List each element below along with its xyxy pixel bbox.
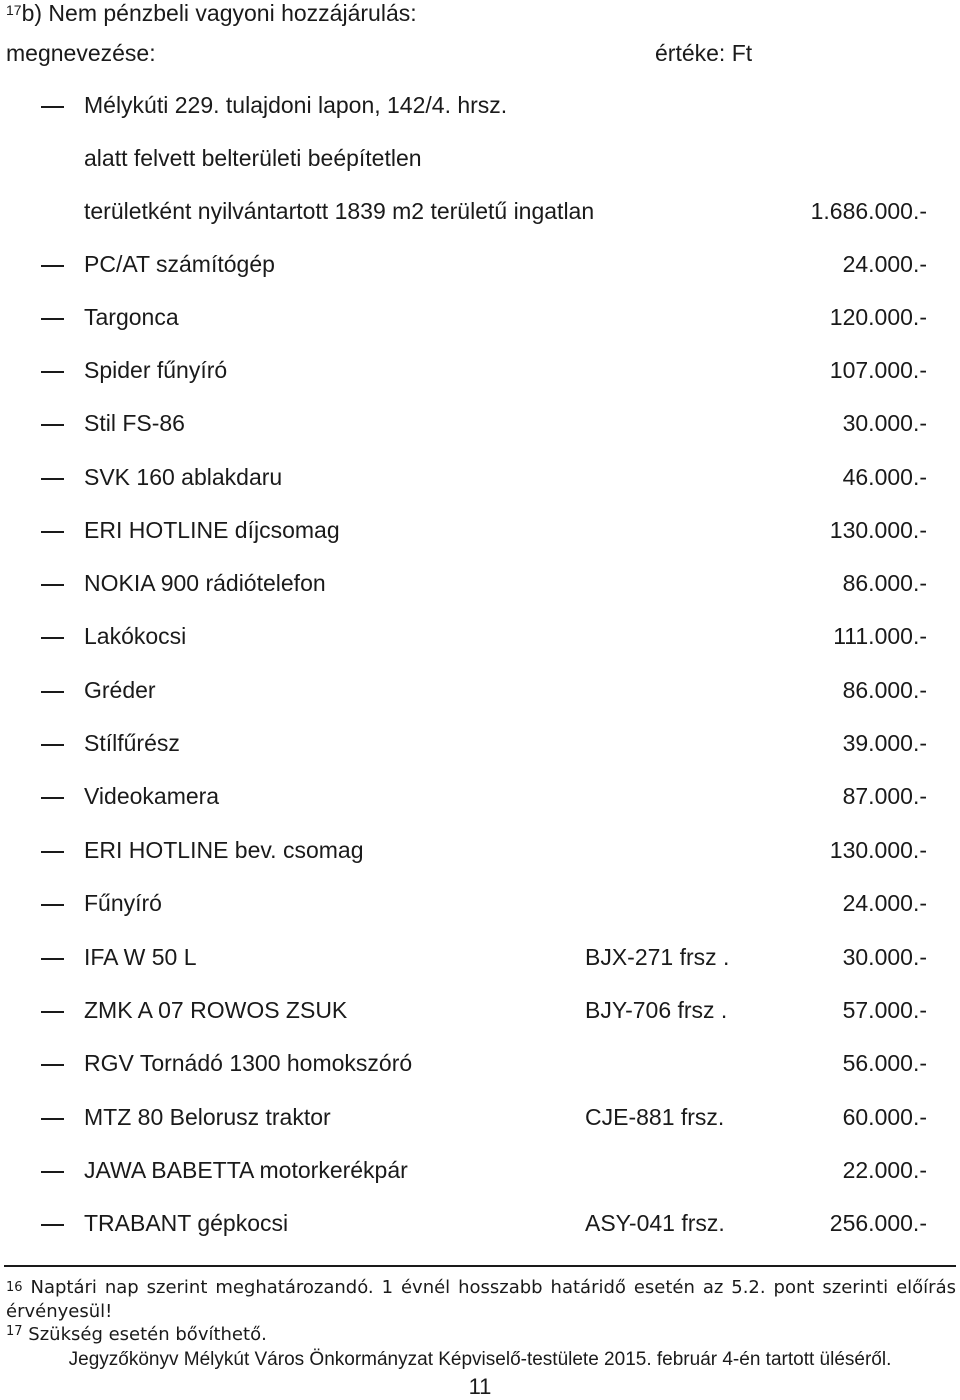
section-heading-text: b) Nem pénzbeli vagyoni hozzájárulás: [21, 0, 417, 26]
dash-bullet [41, 904, 64, 906]
item-amount: 256.000.- [829, 1210, 927, 1236]
item-name: Mélykúti 229. tulajdoni lapon, 142/4. hrsz. [84, 92, 508, 118]
item-name: NOKIA 900 rádiótelefon [84, 570, 326, 596]
item-name: IFA W 50 L [84, 944, 197, 970]
list-item [0, 410, 960, 440]
list-item [0, 1050, 960, 1080]
list-item [0, 198, 960, 228]
item-amount: 120.000.- [829, 304, 927, 330]
list-item [0, 623, 960, 653]
list-item [0, 730, 960, 760]
item-name: ZMK A 07 ROWOS ZSUK [84, 997, 348, 1023]
item-amount: 111.000.- [833, 623, 927, 649]
list-item [0, 1104, 960, 1134]
item-name: PC/AT számítógép [84, 251, 275, 277]
page-footer: Jegyzőkönyv Mélykút Város Önkormányzat Képviselő-testülete 2015. február 4-én tartott üléséről. [68, 1349, 892, 1370]
footnote-text: Szükség esetén bővíthető. [28, 1324, 267, 1345]
dash-bullet [41, 851, 64, 853]
item-name: területként nyilvántartott 1839 m2 területű ingatlan [84, 198, 595, 224]
item-amount: 130.000.- [829, 837, 927, 863]
dash-bullet [41, 531, 64, 533]
item-amount: 24.000.- [842, 251, 927, 277]
item-name: Videokamera [84, 783, 220, 809]
footnote-16 [6, 1276, 956, 1324]
item-name: ERI HOTLINE díjcsomag [84, 517, 340, 543]
dash-bullet [41, 744, 64, 746]
list-item [0, 145, 960, 175]
item-name: Lakókocsi [84, 623, 187, 649]
dash-bullet [41, 478, 64, 480]
item-name: JAWA BABETTA motorkerékpár [84, 1157, 408, 1183]
footnote-number: 16 [6, 1280, 23, 1295]
section-heading [6, 0, 417, 27]
item-amount: 30.000.- [842, 410, 927, 436]
item-amount: 46.000.- [842, 464, 927, 490]
item-plate: ASY-041 frsz. [585, 1210, 725, 1236]
item-amount: 87.000.- [842, 783, 927, 809]
item-amount: 130.000.- [829, 517, 927, 543]
item-name: TRABANT gépkocsi [84, 1210, 289, 1236]
item-amount: 107.000.- [829, 357, 927, 383]
item-plate: BJX-271 frsz . [585, 944, 730, 970]
list-item [0, 517, 960, 547]
item-amount: 1.686.000.- [810, 198, 927, 224]
item-name: RGV Tornádó 1300 homokszóró [84, 1050, 413, 1076]
list-item [0, 890, 960, 920]
list-item [0, 677, 960, 707]
dash-bullet [41, 1011, 64, 1013]
list-item [0, 92, 960, 122]
dash-bullet [41, 797, 64, 799]
item-name: Stil FS-86 [84, 410, 185, 436]
item-plate: BJY-706 frsz . [585, 997, 728, 1023]
item-name: MTZ 80 Belorusz traktor [84, 1104, 331, 1130]
item-name: Fűnyíró [84, 890, 162, 916]
column-header-name: megnevezése: [6, 40, 156, 66]
page-number: 11 [468, 1374, 492, 1399]
item-name: alatt felvett belterületi beépítetlen [84, 145, 422, 171]
dash-bullet [41, 318, 64, 320]
item-name: Gréder [84, 677, 156, 703]
list-item [0, 357, 960, 387]
item-amount: 22.000.- [842, 1157, 927, 1183]
list-item [0, 944, 960, 974]
list-item [0, 304, 960, 334]
footnote-number: 17 [6, 1324, 23, 1339]
item-name: Targonca [84, 304, 179, 330]
dash-bullet [41, 691, 64, 693]
footnote-ref: 17 [6, 2, 22, 18]
dash-bullet [41, 265, 64, 267]
item-name: SVK 160 ablakdaru [84, 464, 283, 490]
item-plate: CJE-881 frsz. [585, 1104, 725, 1130]
dash-bullet [41, 1224, 64, 1226]
item-amount: 86.000.- [842, 677, 927, 703]
dash-bullet [41, 1171, 64, 1173]
item-amount: 39.000.- [842, 730, 927, 756]
dash-bullet [41, 424, 64, 426]
list-item [0, 1157, 960, 1187]
item-amount: 86.000.- [842, 570, 927, 596]
footnote-text: Naptári nap szerint meghatározandó. 1 évnél hosszabb határidő esetén az 5.2. pont szerinti előírás érvényesül! [6, 1277, 956, 1322]
list-item [0, 251, 960, 281]
item-amount: 56.000.- [842, 1050, 927, 1076]
dash-bullet [41, 1064, 64, 1066]
footnote-divider [4, 1265, 956, 1267]
dash-bullet [41, 1118, 64, 1120]
list-item [0, 570, 960, 600]
dash-bullet [41, 637, 64, 639]
dash-bullet [41, 371, 64, 373]
list-item [0, 464, 960, 494]
list-item [0, 1210, 960, 1240]
list-item [0, 837, 960, 867]
item-name: Spider fűnyíró [84, 357, 228, 383]
list-item [0, 997, 960, 1027]
item-name: Stílfűrész [84, 730, 180, 756]
column-header-value: értéke: Ft [655, 40, 753, 66]
item-name: ERI HOTLINE bev. csomag [84, 837, 364, 863]
dash-bullet [41, 584, 64, 586]
item-amount: 24.000.- [842, 890, 927, 916]
dash-bullet [41, 106, 64, 108]
footnote-17 [6, 1324, 267, 1345]
item-amount: 60.000.- [842, 1104, 927, 1130]
item-amount: 30.000.- [842, 944, 927, 970]
item-amount: 57.000.- [842, 997, 927, 1023]
list-item [0, 783, 960, 813]
dash-bullet [41, 958, 64, 960]
